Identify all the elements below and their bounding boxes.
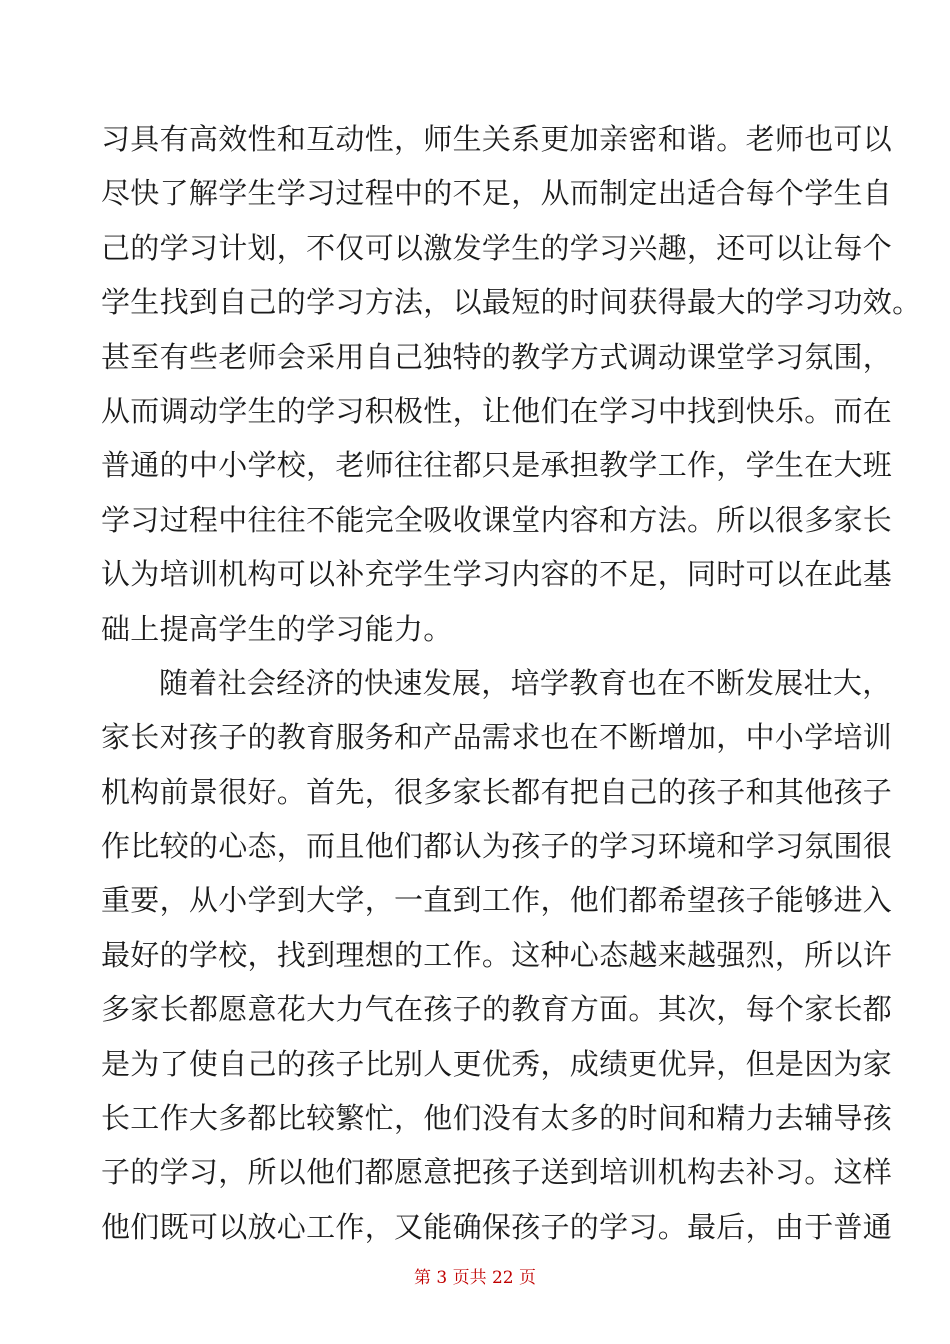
page-number-footer: 第 3 页共 22 页: [413, 1268, 537, 1288]
text-line-2: 尽快了解学生学习过程中的不足，从而制定出适合每个学生自: [101, 176, 893, 211]
text-line-3: 己的学习计划，不仅可以激发学生的学习兴趣，还可以让每个: [101, 230, 893, 265]
text-line-8: 学习过程中往往不能完全吸收课堂内容和方法。所以很多家长: [101, 502, 893, 537]
paragraph-2-line-1: 随着社会经济的快速发展，培学教育也在不断发展壮大，: [159, 665, 892, 700]
text-line-1: 习具有高效性和互动性，师生关系更加亲密和谐。老师也可以: [101, 122, 893, 156]
text-line-14: 作比较的心态，而且他们都认为孩子的学习环境和学习氛围很: [101, 829, 893, 864]
text-line-5: 甚至有些老师会采用自己独特的教学方式调动课堂学习氛围，: [101, 339, 893, 374]
text-line-9: 认为培训机构可以补充学生学习内容的不足，同时可以在此基: [101, 557, 893, 592]
text-line-4: 学生找到自己的学习方法，以最短的时间获得最大的学习功效。: [101, 285, 922, 320]
text-line-19: 长工作大多都比较繁忙，他们没有太多的时间和精力去辅导孩: [101, 1101, 893, 1136]
text-line-10: 础上提高学生的学习能力。: [101, 611, 453, 646]
text-line-7: 普通的中小学校，老师往往都只是承担教学工作，学生在大班: [101, 448, 893, 483]
text-line-13: 机构前景很好。首先，很多家长都有把自己的孩子和其他孩子: [101, 774, 893, 809]
text-line-18: 是为了使自己的孩子比别人更优秀，成绩更优异，但是因为家: [101, 1046, 893, 1081]
text-line-15: 重要，从小学到大学，一直到工作，他们都希望孩子能够进入: [101, 883, 893, 918]
text-line-6: 从而调动学生的学习积极性，让他们在学习中找到快乐。而在: [101, 393, 893, 428]
text-line-16: 最好的学校，找到理想的工作。这种心态越来越强烈，所以许: [101, 937, 893, 972]
body-text: [101, 112, 922, 1254]
text-line-20: 子的学习，所以他们都愿意把孩子送到培训机构去补习。这样: [101, 1155, 893, 1190]
text-line-12: 家长对孩子的教育服务和产品需求也在不断增加，中小学培训: [101, 720, 893, 755]
text-line-21: 他们既可以放心工作，又能确保孩子的学习。最后，由于普通: [101, 1209, 893, 1244]
text-line-17: 多家长都愿意花大力气在孩子的教育方面。其次，每个家长都: [101, 992, 893, 1027]
